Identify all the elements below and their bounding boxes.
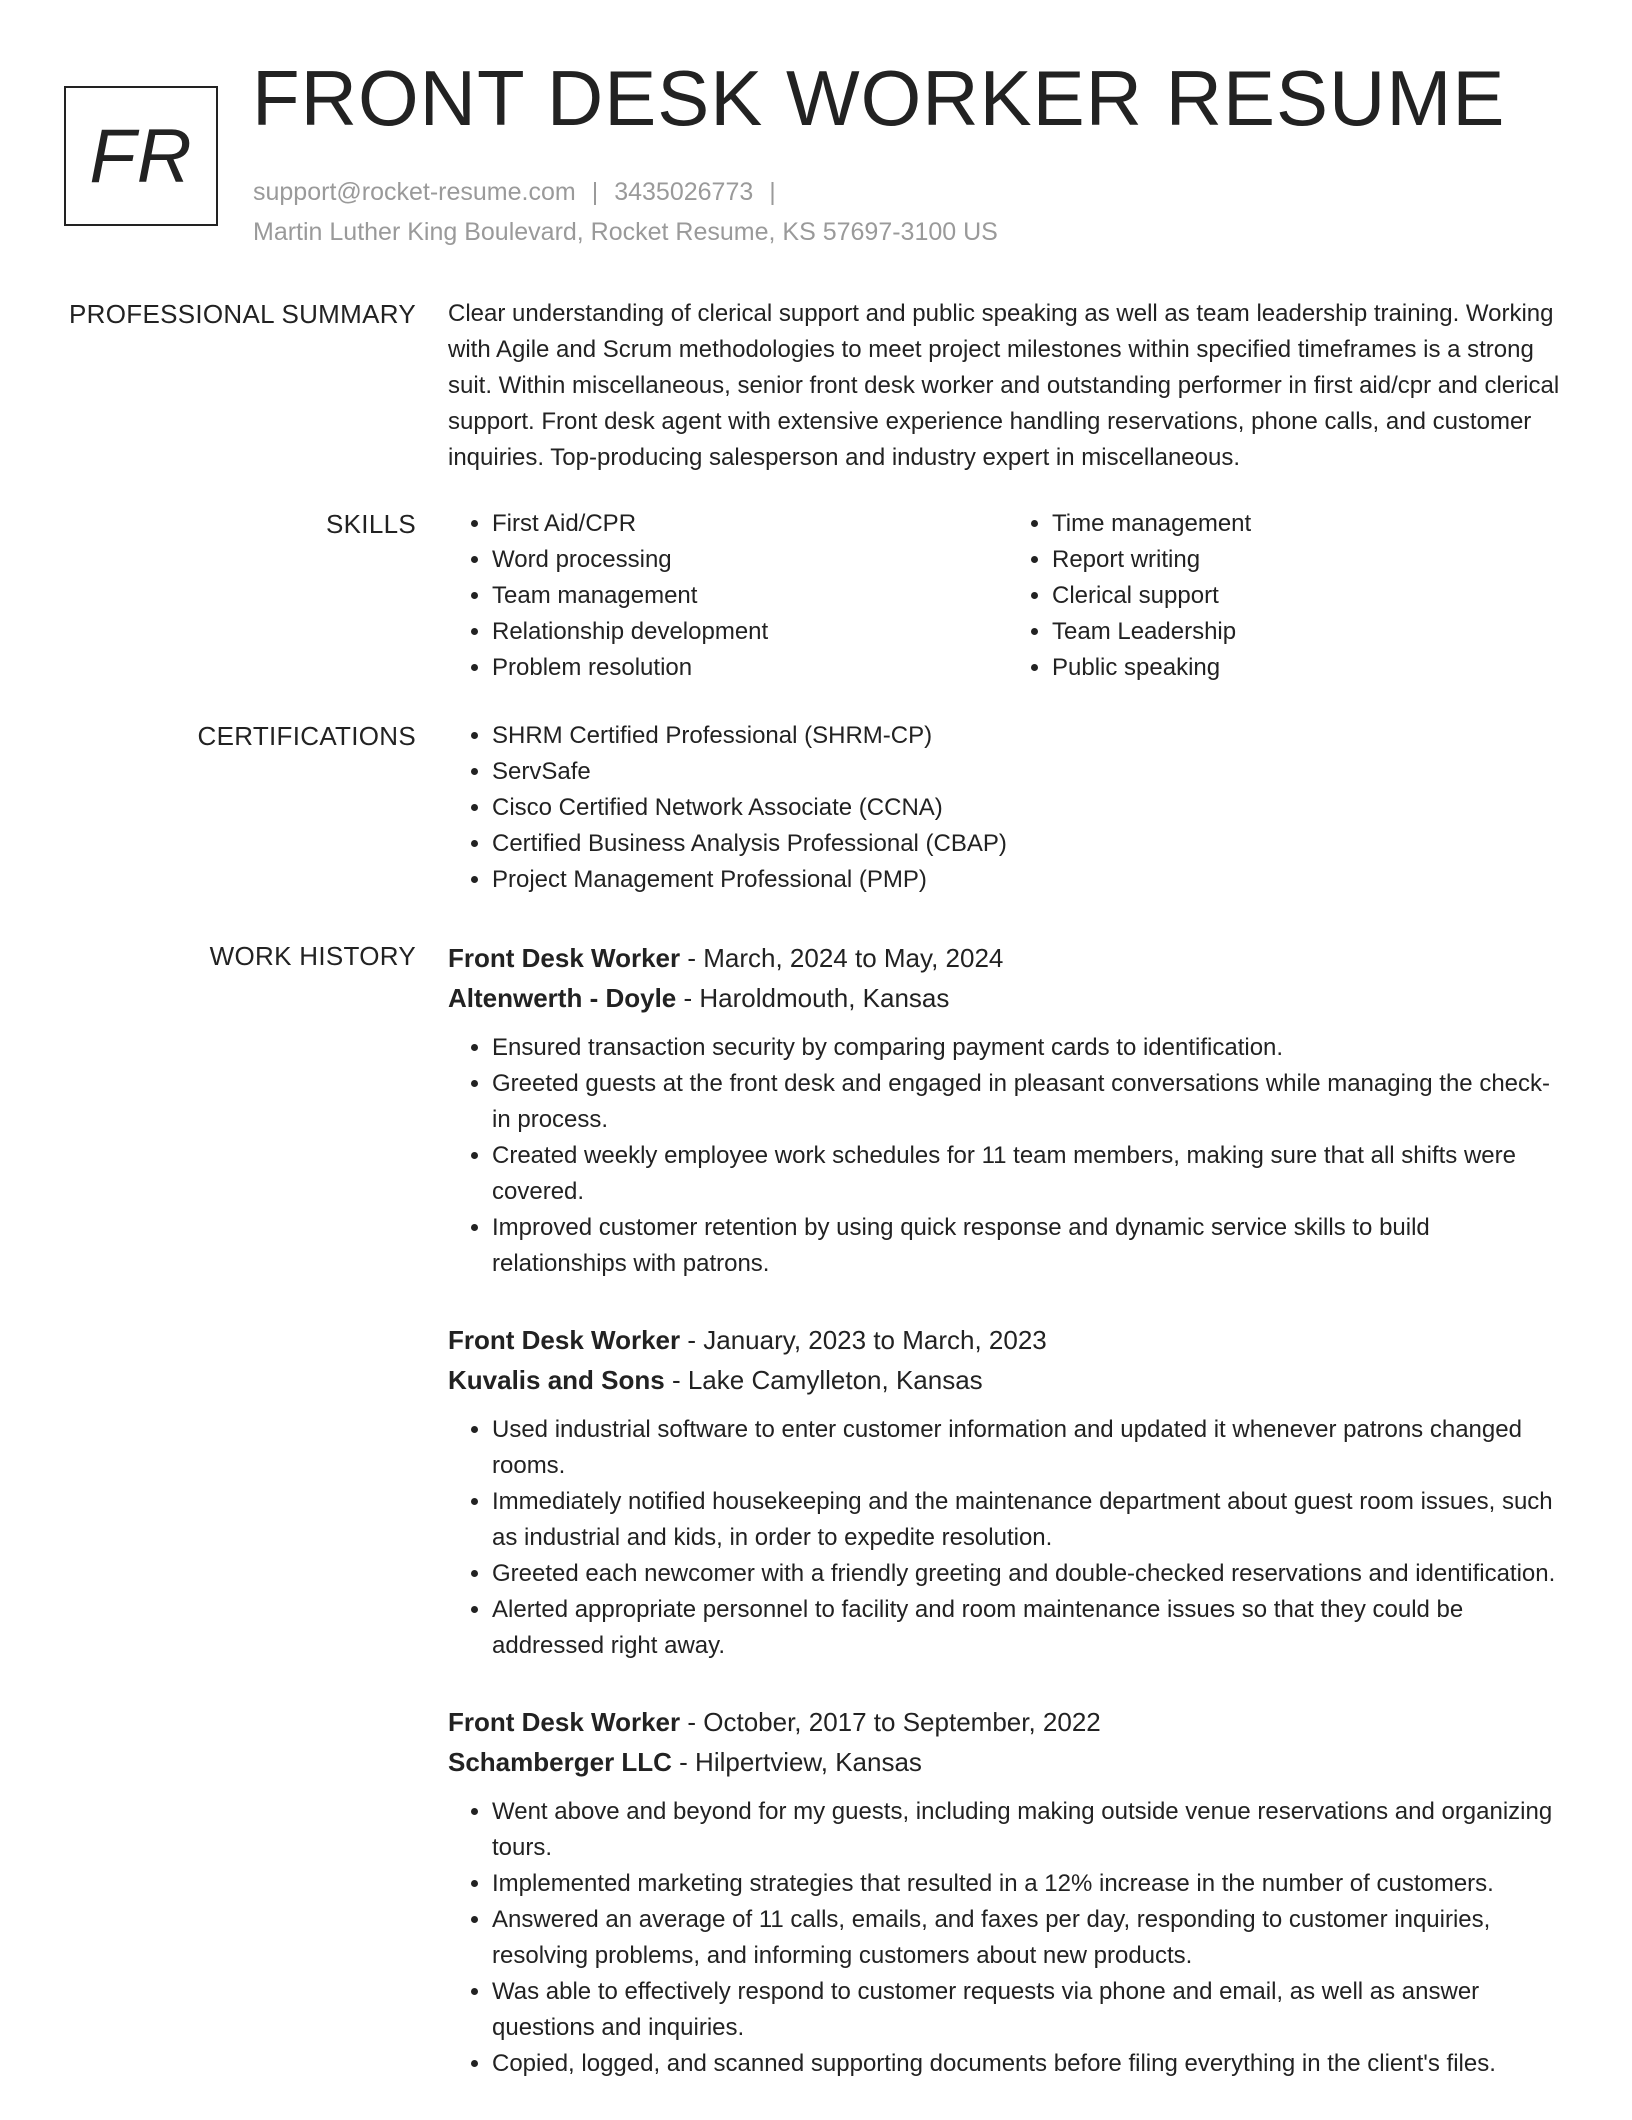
job-bullet: • Implemented marketing strategies that resulted in a 12% increase in the number of customers.	[492, 1866, 1568, 1902]
job-bullet: • Immediately notified housekeeping and the maintenance department about guest room issues, such as industrial and kids, in order to expedite resolution.	[492, 1484, 1568, 1556]
job-company-line	[448, 1742, 1568, 1782]
job-bullet: • Greeted guests at the front desk and engaged in pleasant conversations while managing the check-in process.	[492, 1066, 1568, 1138]
work-history-list	[448, 938, 1568, 2120]
resume-title: FRONT DESK WORKER RESUME	[252, 54, 1506, 142]
certification-item: • ServSafe	[492, 754, 1568, 790]
job-company-line	[448, 978, 1568, 1018]
job-bullet: • Alerted appropriate personnel to facility and room maintenance issues so that they could be addressed right away.	[492, 1592, 1568, 1664]
certification-item: • Certified Business Analysis Professional (CBAP)	[492, 826, 1568, 862]
job-company: Altenwerth - Doyle	[448, 983, 677, 1013]
skill-item: • Report writing	[1052, 542, 1568, 578]
section-label-work-history: WORK HISTORY	[209, 941, 416, 971]
job-company: Kuvalis and Sons	[448, 1365, 665, 1395]
skills-column-left	[448, 506, 1008, 686]
job-entry	[448, 938, 1568, 1282]
certification-item: • Project Management Professional (PMP)	[492, 862, 1568, 898]
job-bullet: • Copied, logged, and scanned supporting documents before filing everything in the client's files.	[492, 2046, 1568, 2082]
certification-item: • SHRM Certified Professional (SHRM-CP)	[492, 718, 1568, 754]
skill-item: • Time management	[1052, 506, 1568, 542]
job-title-line	[448, 1320, 1568, 1360]
job-title-line	[448, 1702, 1568, 1742]
job-bullets	[448, 1030, 1568, 1282]
skill-item: • Public speaking	[1052, 650, 1568, 686]
job-location: - Lake Camylleton, Kansas	[664, 1365, 983, 1395]
contact-phone[interactable]: 3435026773	[614, 178, 754, 206]
job-title: Front Desk Worker	[448, 1325, 681, 1355]
job-bullet: • Improved customer retention by using quick response and dynamic service skills to build relationships with patrons.	[492, 1210, 1568, 1282]
section-label-summary: PROFESSIONAL SUMMARY	[69, 299, 416, 329]
section-label-certifications: CERTIFICATIONS	[197, 721, 416, 751]
contact-address: Martin Luther King Boulevard, Rocket Resume, KS 57697-3100 US	[253, 218, 998, 246]
job-bullet: • Ensured transaction security by comparing payment cards to identification.	[492, 1030, 1568, 1066]
job-dates: - January, 2023 to March, 2023	[680, 1325, 1047, 1355]
job-bullet: • Answered an average of 11 calls, emails, and faxes per day, responding to customer inquiries, resolving problems, and informing customers about new products.	[492, 1902, 1568, 1974]
contact-line-1	[253, 172, 998, 212]
monogram-badge: FR	[64, 86, 218, 226]
skill-item: • First Aid/CPR	[492, 506, 1008, 542]
section-label-skills: SKILLS	[326, 509, 416, 539]
job-bullets	[448, 1794, 1568, 2082]
job-bullet: • Created weekly employee work schedules for 11 team members, making sure that all shifts were covered.	[492, 1138, 1568, 1210]
job-title: Front Desk Worker	[448, 943, 681, 973]
job-entry	[448, 1702, 1568, 2082]
skill-item: • Word processing	[492, 542, 1008, 578]
job-location: - Haroldmouth, Kansas	[676, 983, 950, 1013]
skill-item: • Relationship development	[492, 614, 1008, 650]
contact-email[interactable]: support@rocket-resume.com	[253, 178, 576, 206]
job-title-line	[448, 938, 1568, 978]
job-dates: - March, 2024 to May, 2024	[680, 943, 1004, 973]
skill-item: • Clerical support	[1052, 578, 1568, 614]
contact-separator: |	[769, 178, 776, 206]
skills-list	[448, 506, 1568, 686]
summary-text: Clear understanding of clerical support and public speaking as well as team leadership training. Working with Agile and Scrum methodologies to meet project milestones within specified timeframes is a strong suit. Within miscellaneous, senior front desk worker and outstanding performer in first aid/cpr and clerical support. Front desk agent with extensive experience handling reservations, phone calls, and customer inquiries. Top-producing salesperson and industry expert in miscellaneous.	[448, 300, 1560, 471]
job-company-line	[448, 1360, 1568, 1400]
job-bullet: • Went above and beyond for my guests, including making outside venue reservations and organizing tours.	[492, 1794, 1568, 1866]
contact-separator: |	[591, 178, 599, 206]
job-location: - Hilpertview, Kansas	[671, 1747, 922, 1777]
job-bullet: • Was able to effectively respond to customer requests via phone and email, as well as answer questions and inquiries.	[492, 1974, 1568, 2046]
certifications-list	[448, 718, 1568, 898]
job-title: Front Desk Worker	[448, 1707, 681, 1737]
job-bullets	[448, 1412, 1568, 1664]
contact-info	[253, 172, 998, 252]
job-bullet: • Greeted each newcomer with a friendly greeting and double-checked reservations and identification.	[492, 1556, 1568, 1592]
skill-item: • Team Leadership	[1052, 614, 1568, 650]
job-entry	[448, 1320, 1568, 1664]
skills-column-right	[1008, 506, 1568, 686]
job-company: Schamberger LLC	[448, 1747, 672, 1777]
skill-item: • Problem resolution	[492, 650, 1008, 686]
job-dates: - October, 2017 to September, 2022	[680, 1707, 1101, 1737]
skill-item: • Team management	[492, 578, 1008, 614]
job-bullet: • Used industrial software to enter customer information and updated it whenever patrons changed rooms.	[492, 1412, 1568, 1484]
certification-item: • Cisco Certified Network Associate (CCNA)	[492, 790, 1568, 826]
